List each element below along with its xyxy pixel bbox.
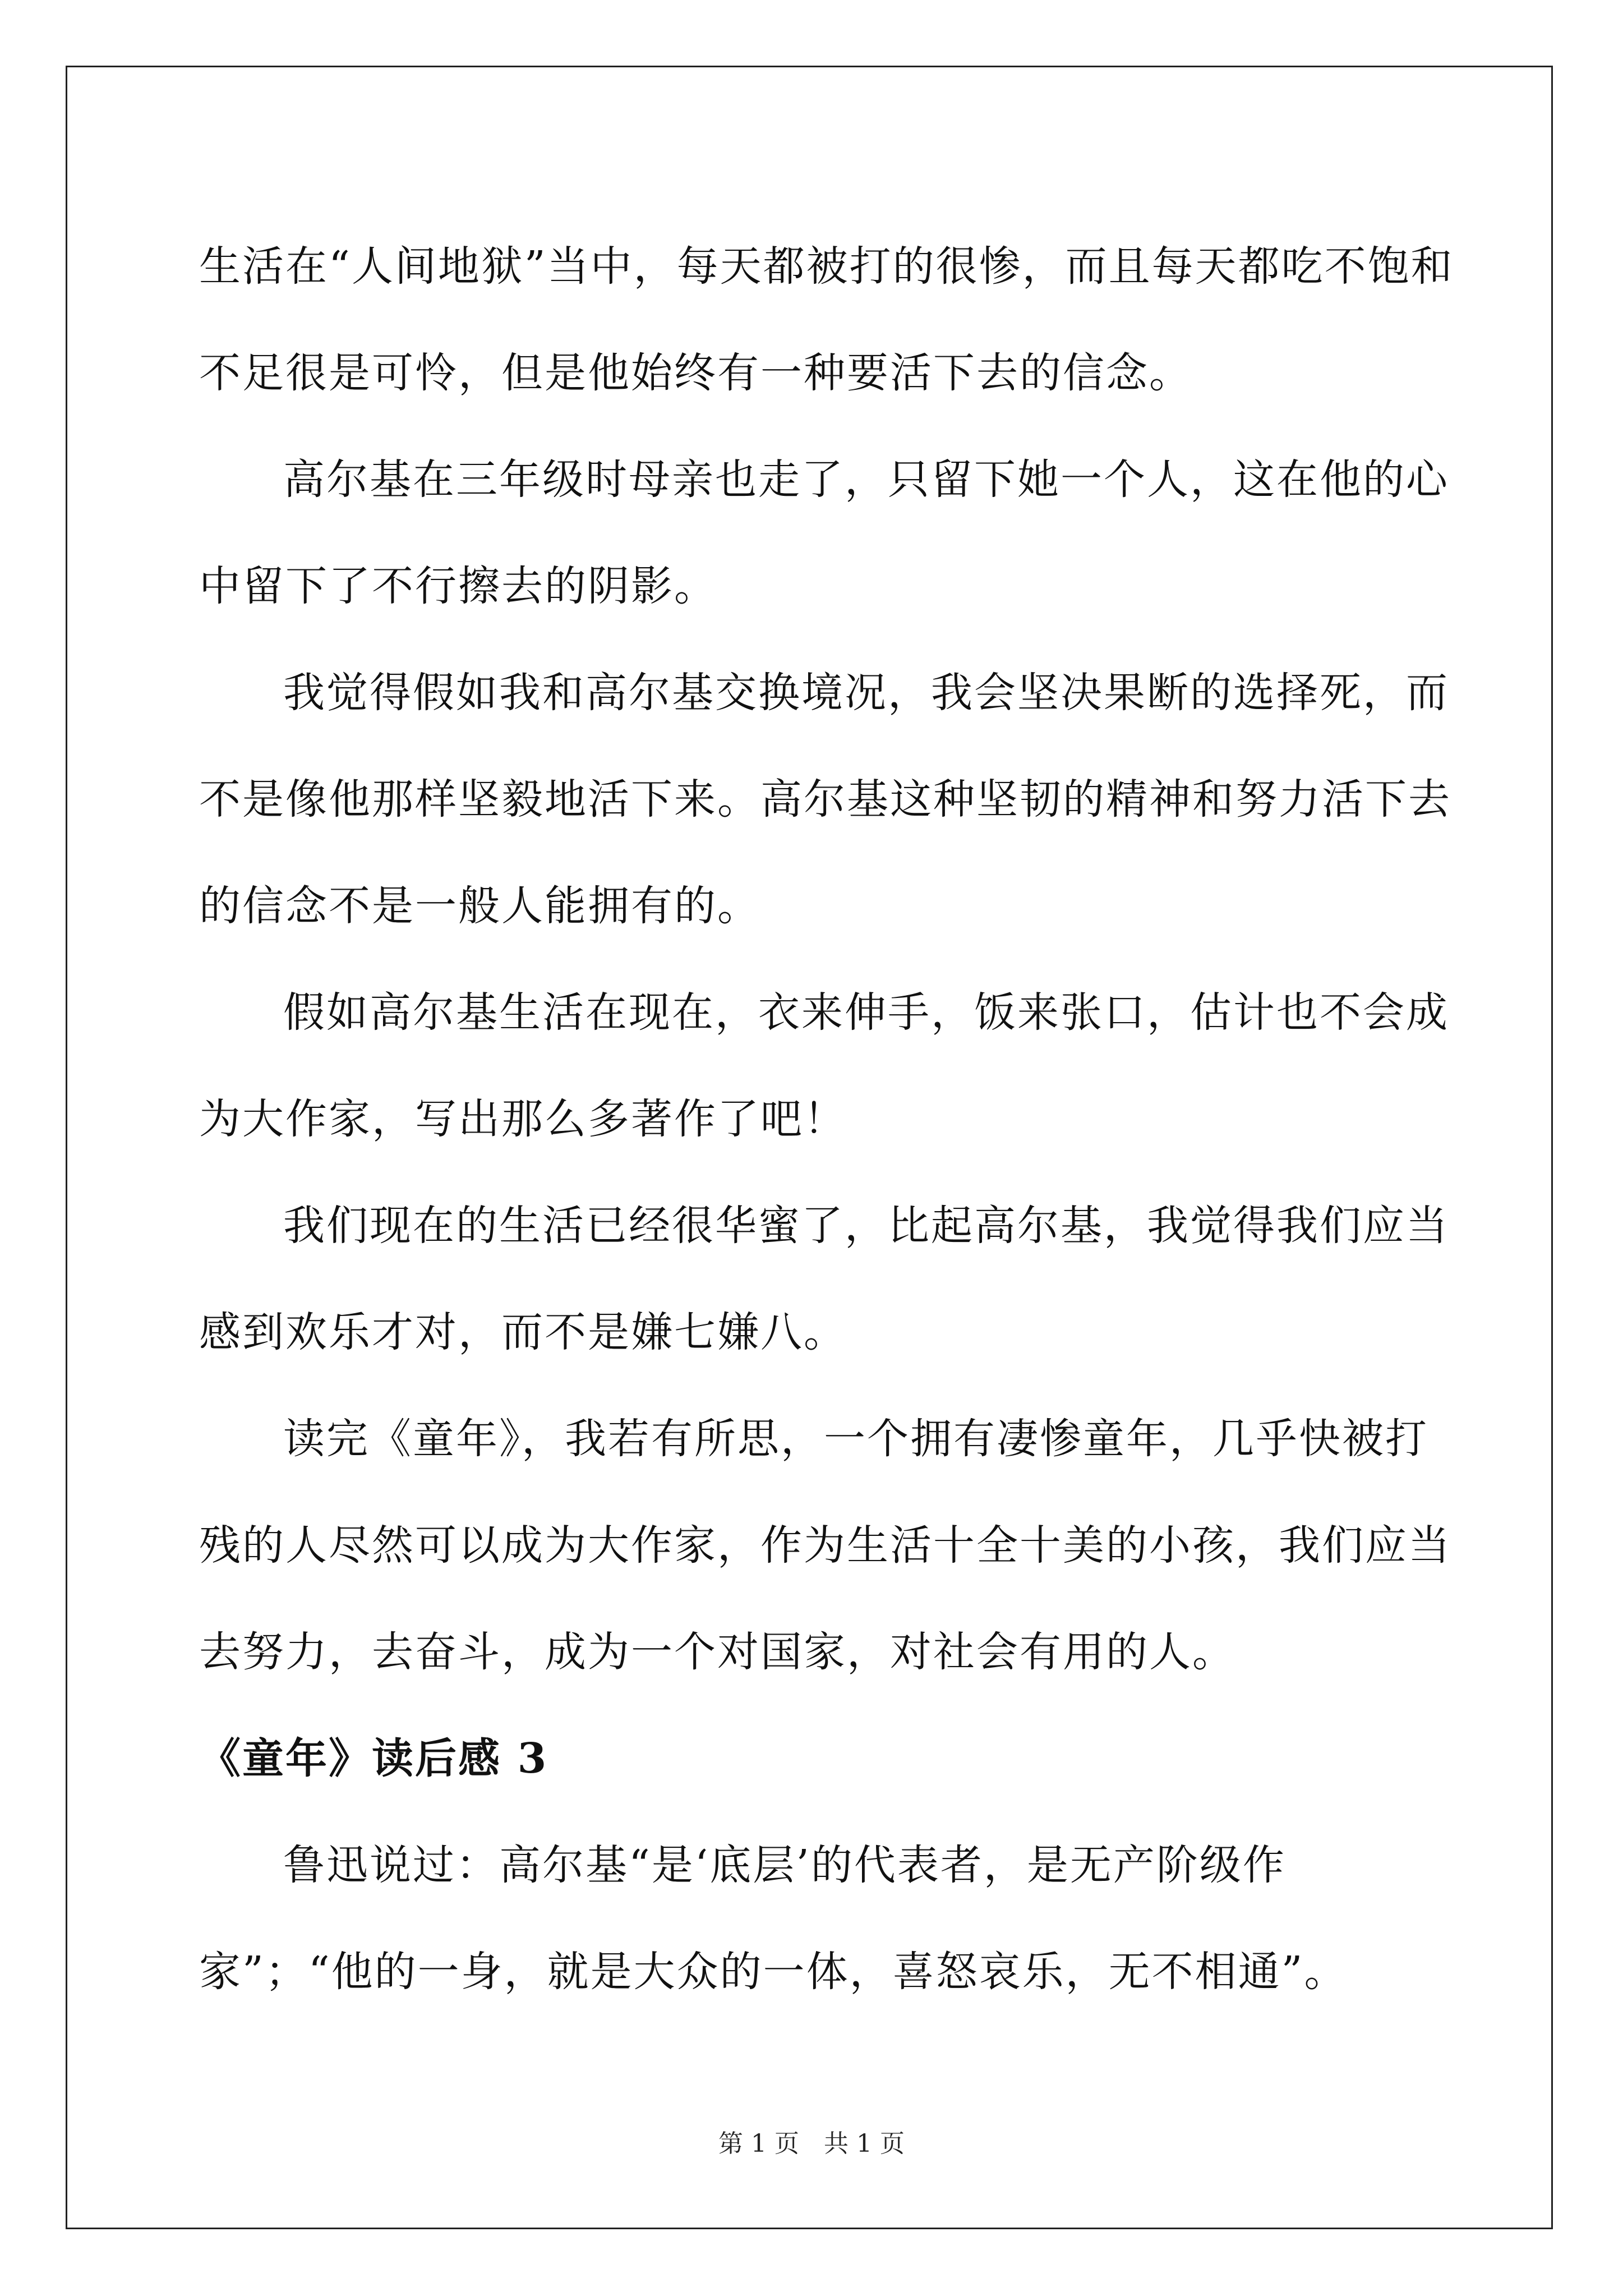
- paragraph: 我觉得假如我和高尔基交换境况，我会坚决果断的选择死，而不是像他那样坚毅地活下来。高尔基这种坚韧的精神和努力活下去的信念不是一般人能拥有的。: [199, 669, 1451, 930]
- paragraph: 鲁迅说过：高尔基“是‘底层’的代表者，是无产阶级作家”；“他的一身，就是大众的一体，喜怒哀乐，无不相通”。: [199, 1841, 1348, 1996]
- paragraph: 我们现在的生活已经很华蜜了，比起高尔基，我觉得我们应当感到欢乐才对，而不是嫌七嫌八。: [199, 1202, 1449, 1356]
- paragraph: 高尔基在三年级时母亲也走了，只留下她一个人，这在他的心中留下了不行擦去的阴影。: [199, 455, 1449, 610]
- document-body: [199, 213, 1461, 2025]
- paragraph: 读完《童年》，我若有所思，一个拥有凄惨童年，几乎快被打残的人尽然可以成为大作家，作为生活十全十美的小孩，我们应当去努力，去奋斗，成为一个对国家，对社会有用的人。: [199, 1415, 1451, 1676]
- section-heading: 《童年》读后感 3: [199, 1734, 548, 1783]
- paragraph: 假如高尔基生活在现在，衣来伸手，饭来张口，估计也不会成为大作家，写出那么多著作了吧！: [199, 988, 1449, 1143]
- paragraph: 生活在“人间地狱”当中，每天都被打的很惨，而且每天都吃不饱和不足很是可怜，但是他始终有一种要活下去的信念。: [199, 242, 1454, 397]
- page-number: 第 1 页 共 1 页: [718, 2129, 905, 2158]
